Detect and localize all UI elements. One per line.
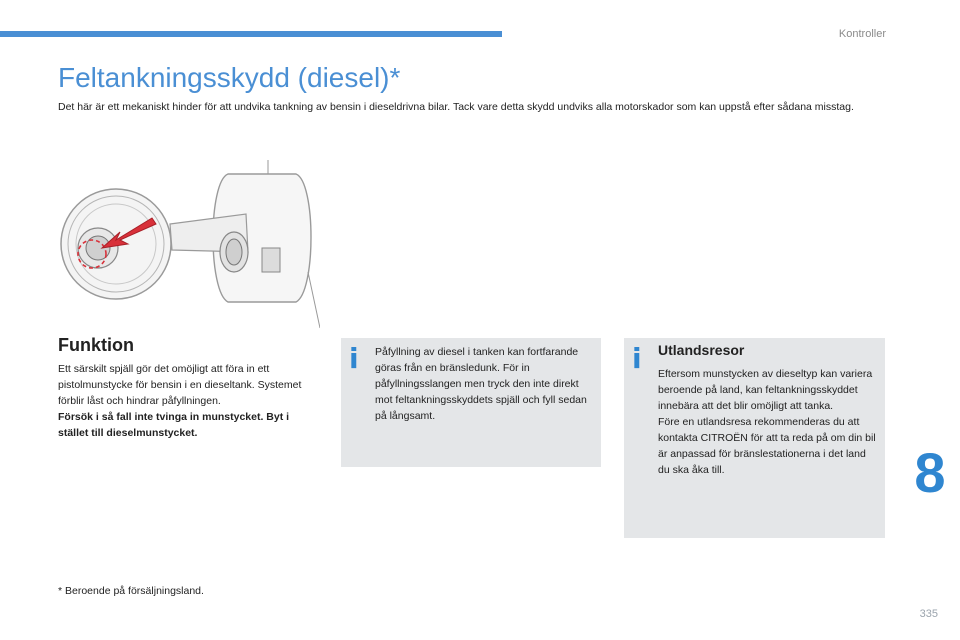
chapter-number: 8	[914, 441, 946, 504]
footnote: * Beroende på försäljningsland.	[58, 585, 204, 597]
funktion-body	[58, 361, 320, 441]
funktion-heading: Funktion	[58, 335, 134, 355]
travel-abroad-paragraph-2: Före en utlandsresa rekommenderas du att kontakta CITROËN för att ta reda på om din bil är anpassad för bränslestationerna i det land du ska åka till.	[658, 416, 876, 476]
info-box-travel-abroad	[624, 338, 885, 538]
intro-text: Det här är ett mekaniskt hinder för att undvika tankning av bensin i dieseldrivna bilar. Tack vare detta skydd undviks alla motorskador som kan uppstå efter sådana misstag.	[58, 101, 854, 113]
fuel-filler-illustration	[58, 152, 320, 332]
info-icon: i	[349, 342, 359, 375]
info-box-travel-abroad-heading: Utlandsresor	[658, 342, 745, 358]
info-box-diesel-refill-text: Påfyllning av diesel i tanken kan fortfarande göras från en bränsledunk. För in påfyllningsslangen men tryck den inte direkt mot feltankningsskyddets spjäll och fyll sedan på långsamt.	[375, 346, 587, 422]
header-accent-bar	[0, 31, 502, 37]
funktion-text: Ett särskilt spjäll gör det omöjligt att föra in ett pistolmunstycke för bensin i en dieseltank. Systemet förblir låst och hindrar påfyllningen.	[58, 363, 302, 407]
page-number: 335	[919, 608, 938, 620]
travel-abroad-paragraph-1: Eftersom munstycken av dieseltyp kan variera beroende på land, kan feltankningsskyddet innebära att det blir omöjligt att tanka.	[658, 368, 873, 412]
section-label: Kontroller	[838, 28, 886, 40]
page-title: Feltankningsskydd (diesel)*	[58, 62, 401, 93]
info-icon: i	[632, 342, 642, 375]
funktion-warning: Försök i så fall inte tvinga in munstycket. Byt i stället till dieselmunstycket.	[58, 411, 290, 439]
info-box-diesel-refill	[341, 338, 601, 467]
fuel-filler-drawing	[58, 152, 320, 332]
info-box-travel-abroad-text	[658, 366, 879, 478]
